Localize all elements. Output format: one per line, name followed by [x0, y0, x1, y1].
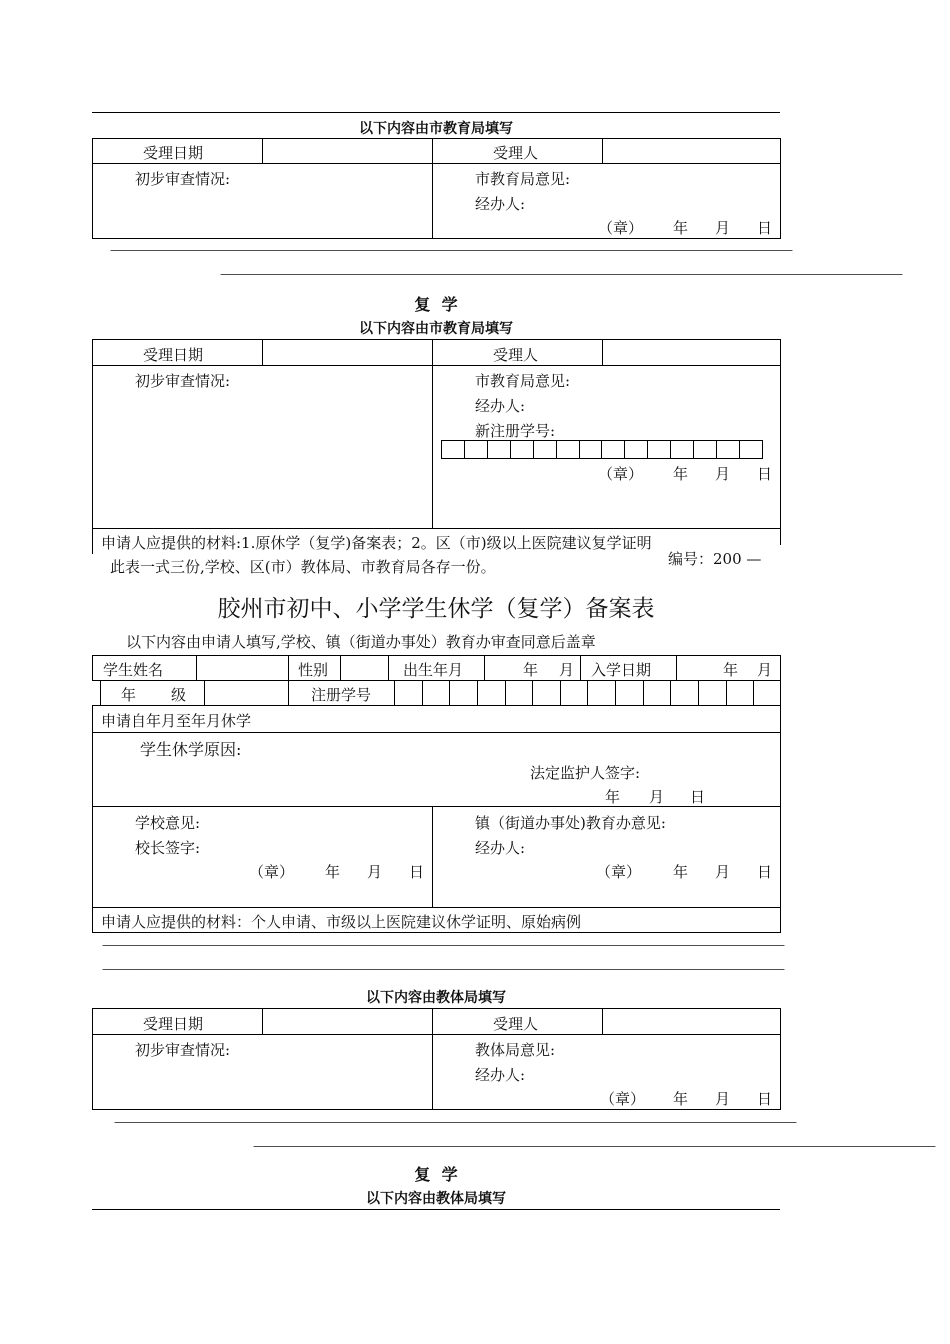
reg-number-boxes[interactable] — [395, 681, 781, 705]
digit-box[interactable] — [488, 441, 511, 458]
student-name-field[interactable] — [197, 656, 289, 680]
acceptor-label: 受理人 — [493, 346, 539, 364]
col-divider — [602, 139, 603, 163]
digit-box[interactable] — [699, 681, 727, 705]
row-divider — [93, 732, 780, 733]
enroll-year-label: 年 — [723, 661, 739, 679]
cut-line: —————————————————————————————————————————————————————————————— — [102, 938, 784, 952]
year-label: 年 — [673, 465, 689, 483]
town-seal: （章） — [596, 863, 642, 881]
col-divider — [432, 139, 433, 238]
col-divider — [432, 806, 433, 907]
bottom-rule — [92, 1209, 780, 1210]
birth-label: 出生年月 — [403, 661, 464, 679]
birth-year-label: 年 — [523, 661, 539, 679]
digit-box[interactable] — [754, 681, 781, 705]
cell — [101, 681, 205, 705]
suspension-period: 申请自年月至年月休学 — [101, 712, 252, 730]
seal-label: （章） — [598, 219, 644, 237]
digit-box[interactable] — [740, 441, 762, 458]
reason-label: 学生休学原因: — [140, 740, 242, 759]
main-form-instruction: 以下内容由申请人填写,学校、镇（街道办事处）教育办审查同意后盖章 — [126, 633, 596, 651]
guardian-month: 月 — [649, 788, 665, 806]
section1-header: 以下内容由市教育局填写 — [359, 121, 513, 137]
guardian-sign-label: 法定监护人签字: — [530, 764, 641, 782]
bureau-opinion-label: 市教育局意见: — [475, 372, 571, 390]
digit-box[interactable] — [727, 681, 755, 705]
digit-box[interactable] — [450, 681, 478, 705]
town-month: 月 — [715, 863, 731, 881]
main-form-body — [92, 705, 781, 933]
digit-box[interactable] — [534, 441, 557, 458]
section2-header: 以下内容由市教育局填写 — [359, 321, 513, 337]
row-divider — [93, 528, 780, 529]
enroll-month-label: 月 — [757, 661, 773, 679]
copies-note: 此表一式三份,学校、区(市）教体局、市教育局各存一份。 — [110, 558, 496, 576]
month-label: 月 — [715, 219, 731, 237]
digit-box[interactable] — [602, 441, 625, 458]
digit-box[interactable] — [395, 681, 423, 705]
town-day: 日 — [757, 863, 773, 881]
main-materials: 申请人应提供的材料：个人申请、市级以上医院建议休学证明、原始病例 — [101, 913, 582, 931]
digit-box[interactable] — [442, 441, 465, 458]
main-form-title: 胶州市初中、小学学生休学（复学）备案表 — [217, 596, 655, 622]
new-reg-label: 新注册学号: — [475, 422, 556, 440]
section4-header: 以下内容由教体局填写 — [366, 1191, 506, 1207]
principal-sign-label: 校长签字: — [135, 839, 201, 857]
digit-box[interactable] — [648, 441, 671, 458]
seal-label: （章） — [598, 465, 644, 483]
new-reg-number-boxes[interactable] — [441, 440, 763, 459]
seal-label: （章） — [600, 1090, 646, 1108]
year-label: 年 — [673, 219, 689, 237]
gender-label: 性别 — [298, 661, 329, 679]
digit-box[interactable] — [671, 681, 699, 705]
month-label: 月 — [715, 465, 731, 483]
grade-label-2: 级 — [171, 686, 187, 704]
col-divider — [262, 1009, 263, 1034]
col-divider — [262, 139, 263, 163]
gender-field[interactable] — [341, 656, 389, 680]
day-label: 日 — [757, 465, 773, 483]
handler-label: 经办人: — [475, 397, 526, 415]
school-opinion-label: 学校意见: — [135, 814, 201, 832]
col-divider — [602, 1009, 603, 1034]
handler-label: 经办人: — [475, 195, 526, 213]
digit-box[interactable] — [511, 441, 534, 458]
grade-reg-row — [100, 680, 781, 706]
section2-form — [92, 339, 781, 554]
cut-line: —————————————————————————————————————————————————————————————— — [220, 267, 902, 281]
digit-box[interactable] — [671, 441, 694, 458]
year-label: 年 — [673, 1090, 689, 1108]
guardian-day: 日 — [690, 788, 706, 806]
accept-date-label: 受理日期 — [143, 144, 204, 162]
section2-materials: 申请人应提供的材料:1.原休学（复学)备案表；2。区（市)级以上医院建议复学证明 — [101, 534, 652, 552]
town-opinion-label: 镇（街道办事处)教育办意见: — [475, 814, 666, 832]
section2-title: 复 学 — [414, 295, 458, 314]
cut-line: —————————————————————————————————————————————————————————————— — [114, 1115, 796, 1129]
school-year: 年 — [325, 863, 341, 881]
digit-box[interactable] — [625, 441, 648, 458]
row-divider — [93, 907, 780, 908]
prelim-review-label: 初步审查情况: — [135, 372, 231, 390]
cut-line: —————————————————————————————————————————————————————————————— — [110, 243, 792, 257]
accept-date-label: 受理日期 — [143, 1015, 204, 1033]
grade-label-1: 年 — [121, 686, 137, 704]
birth-month-label: 月 — [559, 661, 575, 679]
digit-box[interactable] — [557, 441, 580, 458]
section3-header: 以下内容由教体局填写 — [366, 990, 506, 1006]
day-label: 日 — [757, 1090, 773, 1108]
school-month: 月 — [367, 863, 383, 881]
digit-box[interactable] — [506, 681, 534, 705]
town-handler-label: 经办人: — [475, 839, 526, 857]
top-rule — [92, 112, 780, 113]
cut-line: —————————————————————————————————————————————————————————————— — [102, 962, 784, 976]
col-divider — [602, 340, 603, 365]
row-divider — [93, 806, 780, 807]
day-label: 日 — [757, 219, 773, 237]
col-divider — [432, 1009, 433, 1109]
section1-form — [92, 138, 781, 239]
reg-no-label: 注册学号 — [311, 686, 372, 704]
digit-box[interactable] — [561, 681, 589, 705]
school-day: 日 — [409, 863, 425, 881]
town-year: 年 — [673, 863, 689, 881]
serial-number: 编号：200 — — [668, 550, 762, 568]
col-divider — [262, 340, 263, 365]
bureau-opinion-label: 教体局意见: — [475, 1041, 556, 1059]
digit-box[interactable] — [580, 441, 603, 458]
digit-box[interactable] — [588, 681, 616, 705]
digit-box[interactable] — [423, 681, 451, 705]
row-divider — [93, 163, 780, 164]
acceptor-label: 受理人 — [493, 1015, 539, 1033]
digit-box[interactable] — [717, 441, 740, 458]
section3-form — [92, 1008, 781, 1110]
guardian-year: 年 — [605, 788, 621, 806]
row-divider — [93, 1034, 780, 1035]
digit-box[interactable] — [533, 681, 561, 705]
digit-box[interactable] — [616, 681, 644, 705]
bureau-opinion-label: 市教育局意见: — [475, 170, 571, 188]
handler-label: 经办人: — [475, 1066, 526, 1084]
prelim-review-label: 初步审查情况: — [135, 170, 231, 188]
digit-box[interactable] — [644, 681, 672, 705]
accept-date-label: 受理日期 — [143, 346, 204, 364]
digit-box[interactable] — [478, 681, 506, 705]
prelim-review-label: 初步审查情况: — [135, 1041, 231, 1059]
month-label: 月 — [715, 1090, 731, 1108]
digit-box[interactable] — [694, 441, 717, 458]
section4-title: 复 学 — [414, 1165, 458, 1184]
col-divider — [432, 340, 433, 528]
enroll-label: 入学日期 — [591, 661, 652, 679]
grade-field[interactable] — [205, 681, 289, 705]
digit-box[interactable] — [465, 441, 488, 458]
student-info-row — [92, 655, 781, 681]
row-divider — [93, 365, 780, 366]
acceptor-label: 受理人 — [493, 144, 539, 162]
student-name-label: 学生姓名 — [103, 661, 164, 679]
cut-line: —————————————————————————————————————————————————————————————— — [253, 1139, 935, 1153]
school-seal: （章） — [249, 863, 295, 881]
